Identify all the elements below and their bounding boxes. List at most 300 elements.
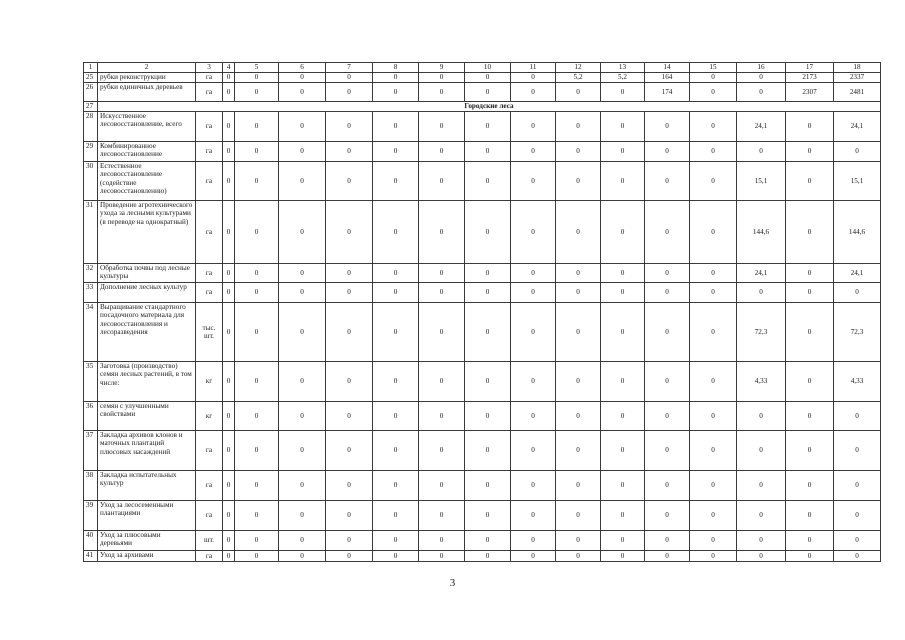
- unit-cell: га: [196, 551, 223, 562]
- value-cell: 0: [645, 551, 690, 562]
- value-cell: 0: [645, 501, 690, 531]
- value-cell: 0: [326, 362, 373, 402]
- value-cell: 0: [465, 471, 511, 501]
- value-cell: 5,2: [556, 73, 601, 83]
- value-cell: 0: [373, 112, 419, 142]
- value-cell: 5,2: [601, 73, 645, 83]
- table-row: [84, 73, 881, 83]
- value-cell: 0: [223, 362, 235, 402]
- value-cell: 0: [601, 471, 645, 501]
- value-cell: 0: [511, 201, 556, 264]
- value-cell: 0: [465, 142, 511, 162]
- value-cell: 0: [737, 531, 786, 551]
- value-cell: 0: [223, 112, 235, 142]
- value-cell: 0: [235, 162, 279, 201]
- value-cell: 0: [556, 362, 601, 402]
- table-row: [84, 201, 881, 264]
- value-cell: 0: [556, 83, 601, 102]
- value-cell: 15,1: [737, 162, 786, 201]
- value-cell: 0: [786, 303, 834, 362]
- value-cell: 0: [511, 551, 556, 562]
- value-cell: 2337: [834, 73, 881, 83]
- column-number: 1: [84, 63, 98, 73]
- value-cell: 0: [786, 471, 834, 501]
- row-number: 34: [84, 303, 98, 362]
- value-cell: 0: [834, 551, 881, 562]
- value-cell: 0: [786, 431, 834, 471]
- value-cell: 0: [373, 431, 419, 471]
- column-number: 12: [556, 63, 601, 73]
- value-cell: 0: [373, 142, 419, 162]
- column-number: 5: [235, 63, 279, 73]
- value-cell: 0: [601, 551, 645, 562]
- unit-cell: га: [196, 431, 223, 471]
- value-cell: 0: [465, 73, 511, 83]
- value-cell: 0: [645, 264, 690, 283]
- value-cell: 0: [326, 201, 373, 264]
- value-cell: 0: [373, 264, 419, 283]
- value-cell: 0: [690, 471, 737, 501]
- value-cell: 0: [737, 83, 786, 102]
- value-cell: 0: [419, 531, 465, 551]
- value-cell: 0: [223, 283, 235, 303]
- value-cell: 24,1: [737, 112, 786, 142]
- column-number-row: [84, 63, 881, 73]
- value-cell: 0: [556, 501, 601, 531]
- value-cell: 0: [690, 112, 737, 142]
- value-cell: 0: [601, 501, 645, 531]
- value-cell: 0: [786, 501, 834, 531]
- row-number: 37: [84, 431, 98, 471]
- value-cell: 0: [235, 83, 279, 102]
- unit-cell: га: [196, 501, 223, 531]
- value-cell: 0: [326, 73, 373, 83]
- value-cell: 0: [326, 402, 373, 431]
- value-cell: 0: [235, 73, 279, 83]
- column-number: 2: [98, 63, 196, 73]
- value-cell: 0: [601, 362, 645, 402]
- value-cell: 0: [690, 73, 737, 83]
- value-cell: 0: [373, 362, 419, 402]
- value-cell: 0: [556, 201, 601, 264]
- value-cell: 0: [511, 283, 556, 303]
- value-cell: 0: [556, 303, 601, 362]
- value-cell: 0: [279, 201, 326, 264]
- value-cell: 0: [556, 162, 601, 201]
- value-cell: 0: [690, 402, 737, 431]
- value-cell: 0: [556, 471, 601, 501]
- table-row: [84, 83, 881, 102]
- value-cell: 0: [511, 162, 556, 201]
- value-cell: 0: [326, 142, 373, 162]
- value-cell: 0: [690, 531, 737, 551]
- value-cell: 0: [373, 402, 419, 431]
- section-row: [84, 102, 881, 112]
- value-cell: 0: [326, 501, 373, 531]
- value-cell: 0: [279, 83, 326, 102]
- value-cell: 0: [786, 283, 834, 303]
- value-cell: 0: [737, 431, 786, 471]
- value-cell: 0: [326, 162, 373, 201]
- row-number: 38: [84, 471, 98, 501]
- value-cell: 174: [645, 83, 690, 102]
- value-cell: 0: [419, 551, 465, 562]
- value-cell: 0: [465, 303, 511, 362]
- value-cell: 0: [834, 471, 881, 501]
- unit-cell: га: [196, 83, 223, 102]
- column-number: 18: [834, 63, 881, 73]
- row-number: 39: [84, 501, 98, 531]
- table-row: [84, 142, 881, 162]
- table-row: [84, 431, 881, 471]
- value-cell: 0: [373, 531, 419, 551]
- value-cell: 164: [645, 73, 690, 83]
- value-cell: 0: [235, 471, 279, 501]
- value-cell: 0: [786, 162, 834, 201]
- value-cell: 0: [326, 551, 373, 562]
- value-cell: 0: [465, 283, 511, 303]
- row-number: 41: [84, 551, 98, 562]
- row-number: 30: [84, 162, 98, 201]
- table-row: [84, 264, 881, 283]
- value-cell: 0: [556, 112, 601, 142]
- page-number: 3: [449, 577, 456, 589]
- value-cell: 0: [511, 531, 556, 551]
- value-cell: 0: [511, 431, 556, 471]
- value-cell: 0: [419, 142, 465, 162]
- value-cell: 0: [834, 431, 881, 471]
- value-cell: 0: [601, 142, 645, 162]
- value-cell: 0: [465, 264, 511, 283]
- table-row: [84, 162, 881, 201]
- activity-name: Искусственное лесовосстановление, всего: [98, 112, 196, 142]
- activity-name: семян с улучшенными свойствами: [98, 402, 196, 431]
- value-cell: 0: [690, 162, 737, 201]
- value-cell: 0: [645, 142, 690, 162]
- value-cell: 0: [223, 531, 235, 551]
- row-number: 29: [84, 142, 98, 162]
- column-number: 13: [601, 63, 645, 73]
- value-cell: 0: [373, 303, 419, 362]
- value-cell: 0: [690, 142, 737, 162]
- value-cell: 0: [223, 402, 235, 431]
- value-cell: 0: [279, 162, 326, 201]
- value-cell: 0: [279, 283, 326, 303]
- value-cell: 0: [326, 531, 373, 551]
- activity-name: Выращивание стандартного посадочного материала для лесовосстановления и лесоразведения: [98, 303, 196, 362]
- row-number: 27: [84, 102, 98, 112]
- value-cell: 0: [223, 201, 235, 264]
- value-cell: 15,1: [834, 162, 881, 201]
- value-cell: 0: [786, 551, 834, 562]
- unit-cell: га: [196, 162, 223, 201]
- value-cell: 0: [601, 303, 645, 362]
- column-number: 15: [690, 63, 737, 73]
- table-row: [84, 531, 881, 551]
- value-cell: 0: [645, 471, 690, 501]
- value-cell: 0: [419, 431, 465, 471]
- value-cell: 0: [465, 431, 511, 471]
- activity-name: Уход за лесосеменными плантациями: [98, 501, 196, 531]
- value-cell: 0: [511, 142, 556, 162]
- value-cell: 0: [690, 83, 737, 102]
- value-cell: 0: [645, 362, 690, 402]
- value-cell: 0: [235, 303, 279, 362]
- value-cell: 0: [326, 83, 373, 102]
- activity-name: Уход за плюсовыми деревьями: [98, 531, 196, 551]
- value-cell: 0: [601, 201, 645, 264]
- value-cell: 0: [690, 551, 737, 562]
- value-cell: 0: [786, 264, 834, 283]
- value-cell: 0: [556, 142, 601, 162]
- row-number: 26: [84, 83, 98, 102]
- value-cell: 0: [511, 83, 556, 102]
- row-number: 33: [84, 283, 98, 303]
- value-cell: 0: [419, 201, 465, 264]
- value-cell: 2481: [834, 83, 881, 102]
- value-cell: 0: [419, 471, 465, 501]
- value-cell: 0: [465, 531, 511, 551]
- value-cell: 0: [373, 83, 419, 102]
- value-cell: 0: [373, 283, 419, 303]
- value-cell: 24,1: [737, 264, 786, 283]
- value-cell: 0: [419, 402, 465, 431]
- value-cell: 0: [556, 531, 601, 551]
- value-cell: 0: [645, 283, 690, 303]
- value-cell: 0: [786, 531, 834, 551]
- table-row: [84, 471, 881, 501]
- unit-cell: га: [196, 73, 223, 83]
- value-cell: 4,33: [834, 362, 881, 402]
- value-cell: 0: [419, 501, 465, 531]
- value-cell: 0: [279, 471, 326, 501]
- row-number: 35: [84, 362, 98, 402]
- row-number: 25: [84, 73, 98, 83]
- value-cell: 0: [373, 551, 419, 562]
- value-cell: 0: [279, 431, 326, 471]
- value-cell: 0: [786, 201, 834, 264]
- value-cell: 0: [279, 303, 326, 362]
- column-number: 7: [326, 63, 373, 73]
- value-cell: 0: [373, 471, 419, 501]
- activity-name: рубки реконструкции: [98, 73, 196, 83]
- value-cell: 0: [235, 201, 279, 264]
- value-cell: 0: [235, 362, 279, 402]
- value-cell: 0: [786, 112, 834, 142]
- row-number: 40: [84, 531, 98, 551]
- value-cell: 0: [465, 83, 511, 102]
- value-cell: 0: [465, 162, 511, 201]
- table-row: [84, 112, 881, 142]
- value-cell: 0: [556, 264, 601, 283]
- value-cell: 0: [786, 142, 834, 162]
- value-cell: 0: [223, 264, 235, 283]
- value-cell: 0: [326, 471, 373, 501]
- value-cell: 0: [601, 431, 645, 471]
- column-number: 16: [737, 63, 786, 73]
- value-cell: 0: [326, 431, 373, 471]
- activity-name: Обработка почвы под лесные культуры: [98, 264, 196, 283]
- value-cell: 0: [690, 201, 737, 264]
- value-cell: 0: [465, 501, 511, 531]
- value-cell: 72,3: [834, 303, 881, 362]
- table-row: [84, 283, 881, 303]
- unit-cell: га: [196, 471, 223, 501]
- value-cell: 0: [601, 531, 645, 551]
- row-number: 31: [84, 201, 98, 264]
- value-cell: 0: [645, 431, 690, 471]
- value-cell: 0: [465, 551, 511, 562]
- value-cell: 0: [279, 531, 326, 551]
- value-cell: 0: [690, 283, 737, 303]
- value-cell: 0: [645, 303, 690, 362]
- value-cell: 0: [419, 73, 465, 83]
- value-cell: 0: [690, 362, 737, 402]
- column-number: 11: [511, 63, 556, 73]
- column-number: 9: [419, 63, 465, 73]
- value-cell: 0: [690, 303, 737, 362]
- value-cell: 0: [419, 303, 465, 362]
- value-cell: 0: [235, 431, 279, 471]
- value-cell: 0: [279, 142, 326, 162]
- value-cell: 0: [834, 501, 881, 531]
- value-cell: 0: [511, 362, 556, 402]
- value-cell: 2307: [786, 83, 834, 102]
- value-cell: 144,6: [834, 201, 881, 264]
- value-cell: 0: [737, 551, 786, 562]
- activity-name: рубки единичных деревьев: [98, 83, 196, 102]
- value-cell: 0: [373, 73, 419, 83]
- value-cell: 0: [690, 431, 737, 471]
- value-cell: 0: [373, 201, 419, 264]
- value-cell: 0: [601, 112, 645, 142]
- value-cell: 0: [419, 264, 465, 283]
- unit-cell: тыс. шт.: [196, 303, 223, 362]
- value-cell: 24,1: [834, 112, 881, 142]
- row-number: 32: [84, 264, 98, 283]
- activity-name: Проведение агротехнического ухода за лесными культурами (в переводе на однократный): [98, 201, 196, 264]
- column-number: 6: [279, 63, 326, 73]
- value-cell: 0: [834, 142, 881, 162]
- row-number: 36: [84, 402, 98, 431]
- value-cell: 2173: [786, 73, 834, 83]
- unit-cell: кг: [196, 402, 223, 431]
- value-cell: 0: [235, 142, 279, 162]
- section-title: Городские леса: [98, 102, 881, 112]
- value-cell: 0: [279, 551, 326, 562]
- value-cell: 0: [511, 264, 556, 283]
- value-cell: 0: [556, 283, 601, 303]
- value-cell: 0: [373, 162, 419, 201]
- column-number: 3: [196, 63, 223, 73]
- value-cell: 0: [511, 501, 556, 531]
- value-cell: 0: [601, 162, 645, 201]
- value-cell: 4,33: [737, 362, 786, 402]
- value-cell: 0: [511, 303, 556, 362]
- value-cell: 0: [465, 362, 511, 402]
- value-cell: 0: [326, 112, 373, 142]
- activity-name: Заготовка (производство) семян лесных растений, в том числе:: [98, 362, 196, 402]
- activity-name: Закладка архивов клонов и маточных плантаций плюсовых насаждений: [98, 431, 196, 471]
- value-cell: 0: [690, 264, 737, 283]
- value-cell: 0: [419, 112, 465, 142]
- value-cell: 0: [737, 501, 786, 531]
- column-number: 17: [786, 63, 834, 73]
- value-cell: 0: [235, 264, 279, 283]
- value-cell: 0: [223, 142, 235, 162]
- value-cell: 0: [834, 283, 881, 303]
- value-cell: 0: [786, 362, 834, 402]
- value-cell: 0: [786, 402, 834, 431]
- unit-cell: га: [196, 142, 223, 162]
- value-cell: 0: [223, 471, 235, 501]
- value-cell: 0: [645, 402, 690, 431]
- value-cell: 0: [223, 501, 235, 531]
- value-cell: 0: [223, 162, 235, 201]
- activity-name: Комбинированное лесовосстановление: [98, 142, 196, 162]
- value-cell: 0: [834, 402, 881, 431]
- value-cell: 0: [326, 283, 373, 303]
- value-cell: 0: [601, 83, 645, 102]
- value-cell: 0: [235, 501, 279, 531]
- value-cell: 0: [556, 551, 601, 562]
- unit-cell: га: [196, 283, 223, 303]
- value-cell: 0: [645, 201, 690, 264]
- value-cell: 72,3: [737, 303, 786, 362]
- value-cell: 0: [511, 112, 556, 142]
- value-cell: 0: [737, 73, 786, 83]
- value-cell: 0: [419, 83, 465, 102]
- value-cell: 0: [373, 501, 419, 531]
- value-cell: 0: [223, 83, 235, 102]
- value-cell: 0: [419, 362, 465, 402]
- activity-name: Закладка испытательных культур: [98, 471, 196, 501]
- value-cell: 0: [279, 501, 326, 531]
- value-cell: 0: [223, 303, 235, 362]
- value-cell: 0: [511, 402, 556, 431]
- table-row: [84, 362, 881, 402]
- value-cell: 0: [465, 112, 511, 142]
- unit-cell: кг: [196, 362, 223, 402]
- value-cell: 0: [834, 531, 881, 551]
- value-cell: 0: [601, 402, 645, 431]
- unit-cell: га: [196, 201, 223, 264]
- value-cell: 0: [511, 471, 556, 501]
- value-cell: 0: [279, 402, 326, 431]
- unit-cell: шт.: [196, 531, 223, 551]
- table-row: [84, 501, 881, 531]
- value-cell: 0: [235, 283, 279, 303]
- value-cell: 0: [235, 402, 279, 431]
- forestry-activities-table: [83, 62, 881, 562]
- value-cell: 0: [235, 531, 279, 551]
- value-cell: 0: [737, 142, 786, 162]
- table-row: [84, 402, 881, 431]
- unit-cell: га: [196, 112, 223, 142]
- value-cell: 0: [645, 112, 690, 142]
- column-number: 4: [223, 63, 235, 73]
- value-cell: 0: [326, 303, 373, 362]
- value-cell: 0: [419, 283, 465, 303]
- activity-name: Уход за архивами: [98, 551, 196, 562]
- value-cell: 0: [511, 73, 556, 83]
- value-cell: 144,6: [737, 201, 786, 264]
- value-cell: 0: [223, 431, 235, 471]
- value-cell: 0: [601, 283, 645, 303]
- table-row: [84, 551, 881, 562]
- value-cell: 24,1: [834, 264, 881, 283]
- value-cell: 0: [556, 431, 601, 471]
